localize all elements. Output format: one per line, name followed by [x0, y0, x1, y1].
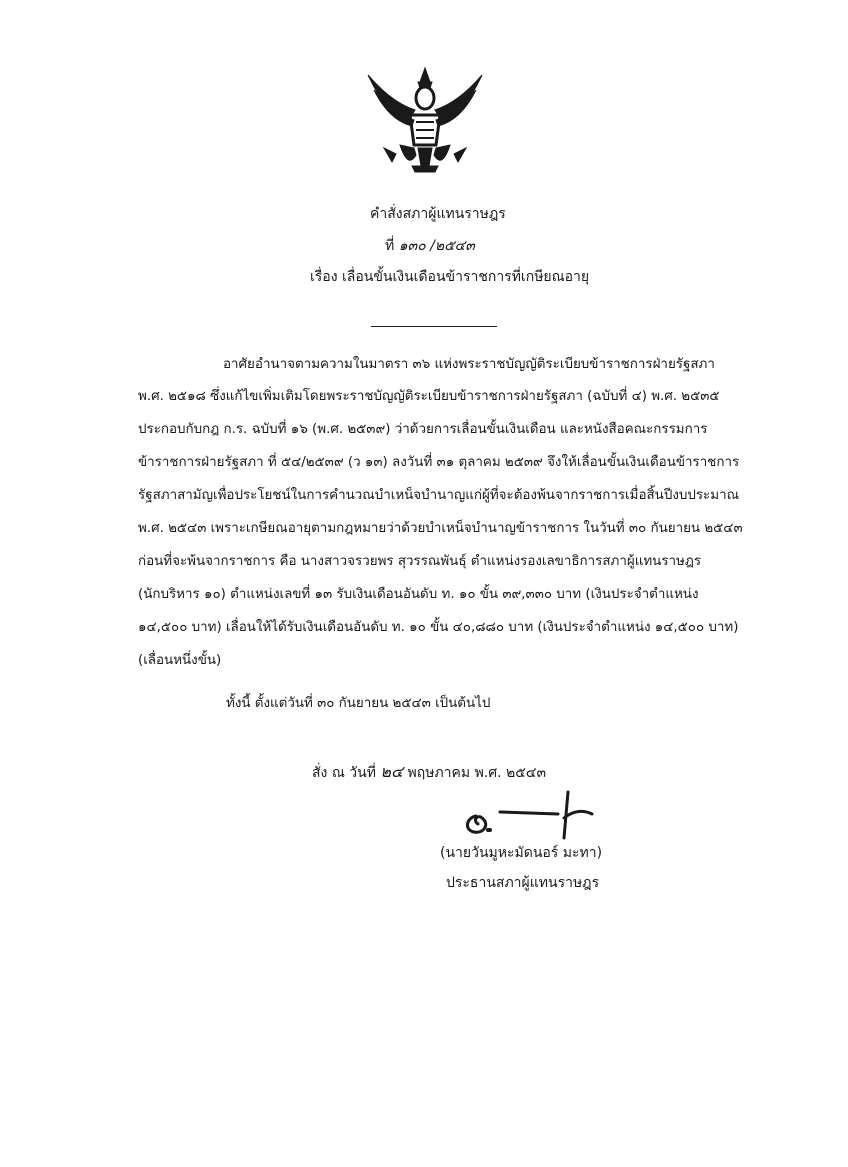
issue-date-rest: พฤษภาคม พ.ศ. ๒๕๔๓ — [407, 765, 547, 781]
order-number-value: ๑๓๐ /๒๕๔๓ — [398, 238, 475, 254]
body-line: (เลื่อนหนึ่งขั้น) — [138, 653, 222, 668]
issue-date-day: ๒๔ — [380, 762, 404, 781]
body-line: พ.ศ. ๒๕๑๘ ซึ่งแก้ไขเพิ่มเติมโดยพระราชบัญญัติระเบียบข้าราชการฝ่ายรัฐสภา (ฉบับที่ ๔) พ.ศ. ๒๕๓๕ — [138, 389, 720, 404]
order-subject: เรื่อง เลื่อนขั้นเงินเดือนข้าราชการที่เกษียณอายุ — [310, 269, 590, 285]
body-line: ประกอบกับกฎ ก.ร. ฉบับที่ ๑๖ (พ.ศ. ๒๕๓๙) ว่าด้วยการเลื่อนขั้นเงินเดือน และหนังสือคณะกรรมการ — [138, 422, 708, 437]
signatory-name: (นายวันมูหะมัดนอร์ มะทา) — [440, 845, 603, 861]
order-number — [385, 235, 475, 257]
effective-date-line: ทั้งนี้ ตั้งแต่วันที่ ๓๐ กันยายน ๒๕๔๓ เป็นต้นไป — [226, 696, 491, 711]
divider — [371, 326, 497, 327]
body-line: (นักบริหาร ๑๐) ตำแหน่งเลขที่ ๑๓ รับเงินเดือนอันดับ ท. ๑๐ ขั้น ๓๙,๓๓๐ บาท (เงินประจำตำแหน่ง — [138, 587, 699, 602]
body-line: ก่อนที่จะพ้นจากราชการ คือ นางสาวจรวยพร สุวรรณพันธุ์ ตำแหน่งรองเลขาธิการสภาผู้แทนราษฎร — [138, 554, 702, 569]
body-line: รัฐสภาสามัญเพื่อประโยชน์ในการคำนวณบำเหน็จบำนาญแก่ผู้ที่จะต้องพ้นจากราชการเมื่อสิ้นปีงบประมาณ — [138, 488, 740, 503]
order-title: คำสั่งสภาผู้แทนราษฎร — [370, 206, 506, 222]
issue-date — [312, 760, 546, 785]
body-line: อาศัยอำนาจตามความในมาตรา ๓๖ แห่งพระราชบัญญัติระเบียบข้าราชการฝ่ายรัฐสภา — [223, 357, 715, 372]
body-line: พ.ศ. ๒๕๔๓ เพราะเกษียณอายุตามกฎหมายว่าด้วยบำเหน็จบำนาญข้าราชการ ในวันที่ ๓๐ กันยายน ๒๕๔๓ — [138, 521, 743, 536]
garuda-emblem-icon — [360, 60, 490, 180]
body-line: ข้าราชการฝ่ายรัฐสภา ที่ ๕๔/๒๕๓๙ (ว ๑๓) ลงวันที่ ๓๑ ตุลาคม ๒๕๓๙ จึงให้เลื่อนขั้นเงินเดือนข้าราชการ — [138, 455, 740, 470]
signatory-position: ประธานสภาผู้แทนราษฎร — [446, 875, 600, 891]
issue-date-prefix: สั่ง ณ วันที่ — [312, 765, 376, 781]
order-number-prefix: ที่ — [385, 238, 395, 254]
handwritten-signature — [458, 788, 608, 843]
body-line: ๑๔,๕๐๐ บาท) เลื่อนให้ได้รับเงินเดือนอันดับ ท. ๑๐ ขั้น ๔๐,๘๘๐ บาท (เงินประจำตำแหน่ง ๑๔,๕๐๐ บาท) — [138, 620, 739, 635]
